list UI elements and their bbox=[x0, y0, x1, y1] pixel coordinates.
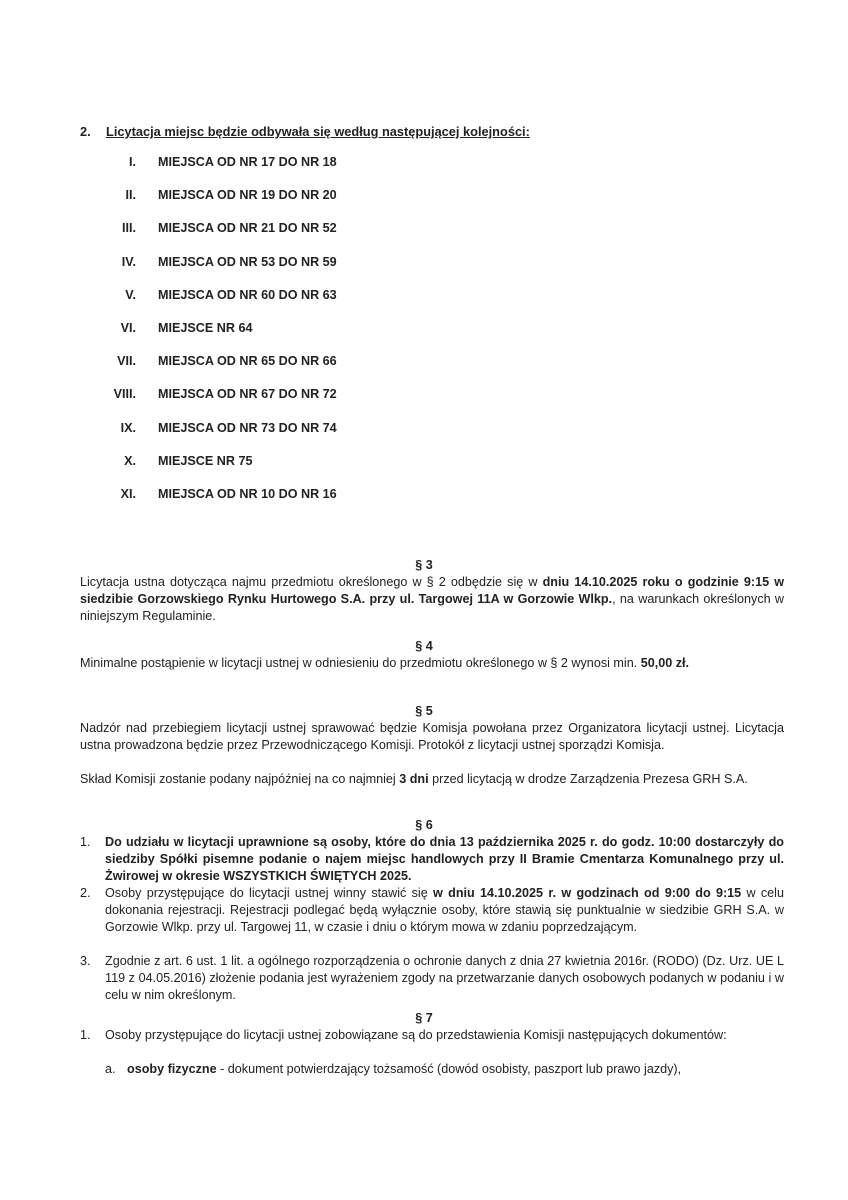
text: Skład Komisji zostanie podany najpóźniej na co najmniej bbox=[80, 772, 400, 786]
order-list-item bbox=[90, 221, 848, 235]
section-heading-6: § 6 bbox=[415, 818, 433, 832]
list-number: 2. bbox=[80, 124, 91, 139]
section-heading-5: § 5 bbox=[415, 704, 433, 718]
order-list-text: MIEJSCA OD NR 60 DO NR 63 bbox=[158, 288, 337, 302]
text: - dokument potwierdzający tożsamość (dowód osobisty, paszport lub prawo jazdy), bbox=[216, 1062, 682, 1076]
order-list-text: MIEJSCA OD NR 73 DO NR 74 bbox=[158, 421, 337, 435]
order-list-item bbox=[90, 255, 848, 269]
order-list-text: MIEJSCE NR 64 bbox=[158, 321, 253, 335]
item-text: Osoby przystępujące do licytacji ustnej zobowiązane są do przedstawienia Komisji następujących dokumentów: bbox=[105, 1028, 727, 1042]
order-list-item bbox=[90, 155, 848, 169]
bold-text: 3 dni bbox=[399, 772, 429, 786]
bold-text: Do udziału w licytacji uprawnione są osoby, które do dnia 13 października 2025 r. do godz. 10:00 dostarczyły do siedziby Spółki pisemne podanie o najem miejsc handlowych przy II Bramie Cmentarza Komunalnego przy ul. Żwirowej w okresie WSZYSTKICH ŚWIĘTYCH 2025. bbox=[105, 835, 784, 883]
roman-numeral: XI. bbox=[120, 487, 136, 501]
section-7-subitem-a bbox=[105, 1061, 784, 1078]
order-list-item bbox=[90, 387, 848, 401]
text: przed licytacją w drodze Zarządzenia Prezesa GRH S.A. bbox=[428, 772, 748, 786]
text: Licytacja ustna dotycząca najmu przedmiotu określonego w § 2 odbędzie się w bbox=[80, 575, 543, 589]
section-4-paragraph bbox=[80, 655, 784, 672]
roman-numeral: II. bbox=[125, 188, 136, 202]
order-list-text: MIEJSCA OD NR 53 DO NR 59 bbox=[158, 255, 337, 269]
section-7-item-1 bbox=[80, 1027, 784, 1044]
order-list-item bbox=[90, 454, 848, 468]
item-number: 1. bbox=[80, 835, 91, 849]
section-5-paragraph-2 bbox=[80, 771, 784, 788]
order-list-item bbox=[90, 421, 848, 435]
roman-numeral: V. bbox=[125, 288, 136, 302]
order-list-text: MIEJSCA OD NR 21 DO NR 52 bbox=[158, 221, 337, 235]
order-list-text: MIEJSCA OD NR 17 DO NR 18 bbox=[158, 155, 337, 169]
section-6-item-1 bbox=[80, 834, 784, 885]
text: Minimalne postąpienie w licytacji ustnej w odniesieniu do przedmiotu określonego w § 2 wynosi min. bbox=[80, 656, 641, 670]
roman-numeral: VII. bbox=[117, 354, 136, 368]
order-list-text: MIEJSCA OD NR 65 DO NR 66 bbox=[158, 354, 337, 368]
item-number: 2. bbox=[80, 886, 91, 900]
roman-numeral: I. bbox=[129, 155, 136, 169]
bold-text: osoby fizyczne bbox=[127, 1062, 217, 1076]
roman-numeral: IX. bbox=[120, 421, 136, 435]
section-heading-3: § 3 bbox=[415, 558, 433, 572]
text: Osoby przystępujące do licytacji ustnej winny stawić się bbox=[105, 886, 434, 900]
order-list-item bbox=[90, 321, 848, 335]
roman-numeral: VIII. bbox=[113, 387, 136, 401]
order-list-text: MIEJSCA OD NR 10 DO NR 16 bbox=[158, 487, 337, 501]
list-item-heading bbox=[80, 124, 530, 139]
roman-numeral: X. bbox=[124, 454, 136, 468]
item-number: 1. bbox=[80, 1028, 91, 1042]
section-heading-4: § 4 bbox=[415, 639, 433, 653]
text: , na warunkach określonych w niniejszym Regulaminie. bbox=[80, 592, 785, 623]
order-list-item bbox=[90, 188, 848, 202]
roman-numeral: III. bbox=[122, 221, 136, 235]
section-5-paragraph-1: Nadzór nad przebiegiem licytacji ustnej sprawować będzie Komisja powołana przez Organizatora licytacji ustnej. Licytacja ustna prowadzona będzie przez Przewodniczącego Komisji. Protokół z licytacji ustnej sporządzi Komisja. bbox=[80, 721, 784, 752]
bold-text: 50,00 zł. bbox=[640, 656, 690, 670]
section-3-paragraph bbox=[80, 574, 784, 625]
item-number: 3. bbox=[80, 954, 91, 968]
order-list-text: MIEJSCA OD NR 19 DO NR 20 bbox=[158, 188, 337, 202]
bold-text: w dniu 14.10.2025 r. w godzinach od 9:00 do 9:15 bbox=[433, 886, 742, 900]
roman-numeral: VI. bbox=[120, 321, 136, 335]
order-list-item bbox=[90, 487, 848, 501]
order-list-item bbox=[90, 354, 848, 368]
roman-numeral: IV. bbox=[121, 255, 136, 269]
bold-text: dniu 14.10.2025 roku o godzinie 9:15 w siedzibie Gorzowskiego Rynku Hurtowego S.A. przy ul. Targowej 11A w Gorzowie Wlkp. bbox=[80, 575, 785, 606]
section-6-item-3 bbox=[80, 953, 784, 1004]
list-heading-text: Licytacja miejsc będzie odbywała się według następującej kolejności: bbox=[106, 124, 530, 139]
section-6-item-2 bbox=[80, 885, 784, 936]
text: w celu dokonania rejestracji. Rejestracji podlegać będą wyłącznie osoby, które stawią się punktualnie w siedzibie GRH S.A. w Gorzowie Wlkp. przy ul. Targowej 11, w czasie i dniu o którym mowa w zdaniu poprzedzającym. bbox=[105, 886, 784, 934]
section-heading-7: § 7 bbox=[415, 1011, 433, 1025]
order-list-text: MIEJSCA OD NR 67 DO NR 72 bbox=[158, 387, 337, 401]
order-list-text: MIEJSCE NR 75 bbox=[158, 454, 253, 468]
item-text: Zgodnie z art. 6 ust. 1 lit. a ogólnego rozporządzenia o ochronie danych z dnia 27 kwietnia 2016r. (RODO) (Dz. Urz. UE L 119 z 04.05.2016) złożenie podania jest wyrażeniem zgody na przetwarzanie danych osobowych podanych w podaniu i w celu w nim określonym. bbox=[105, 954, 784, 1002]
order-list-item bbox=[90, 288, 848, 302]
subitem-letter: a. bbox=[105, 1062, 116, 1076]
